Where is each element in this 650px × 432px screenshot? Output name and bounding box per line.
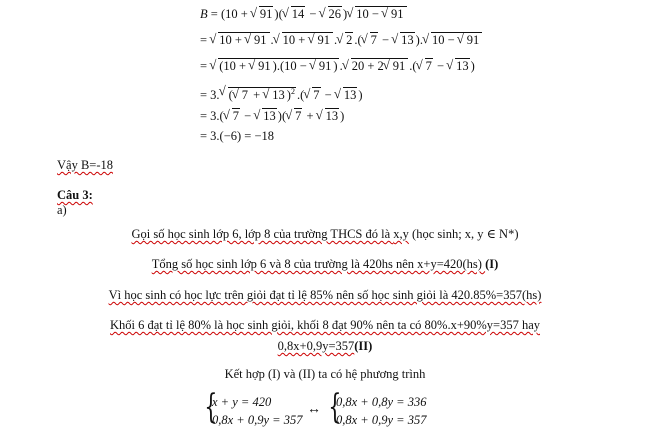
derivation-line-1: B = (10 + √ 91 )(√ 14 − √ 26 )√ 10 − √ 91 — [200, 4, 408, 24]
paragraph-excellent-rate: Vì học sinh có học lực trên giỏi đạt tỉ lệ 85% nên số học sinh giỏi là 420.85%=357(hs) — [108, 288, 542, 302]
derivation-line-6: = 3.(−6) = −18 — [200, 129, 275, 143]
paragraph-define-variables: Gọi số học sinh lớp 6, lớp 8 của trường THCS đó là x,y (học sinh; x, y ∈ N*) — [131, 227, 519, 241]
system-left-eq-1: x + y = 420 — [212, 395, 272, 409]
paragraph-second-equation: 0,8x+0,9y=357(II) — [277, 339, 373, 353]
result-text: Vậy B=-18 — [57, 158, 113, 172]
paragraph-combine: Kết hợp (I) và (II) ta có hệ phương trình — [224, 367, 426, 381]
equivalence-arrow-icon: ↔ — [307, 402, 321, 417]
left-brace: { — [204, 387, 218, 427]
system-right-eq-2: 0,8x + 0,9y = 357 — [336, 413, 427, 427]
paragraph-grade-rates: Khối 6 đạt tỉ lệ 80% là học sinh giỏi, khối 8 đạt 90% nên ta có 80%.x+90%y=357 hay — [110, 318, 540, 332]
derivation-line-4: = 3.√ (√ 7 + √ 13 )$^2$ .(√ 7 − √ 13 ) — [200, 82, 363, 105]
system-left-eq-2: 0,8x + 0,9y = 357 — [212, 413, 303, 427]
part-label: a) — [57, 203, 67, 217]
equation-system — [200, 387, 440, 429]
derivation-line-2: = √ 10 + √ 91 .√ 10 + √ 91 .√ 2 .(√ 7 − √ 13 ).√ 10 − √ 91 — [200, 30, 483, 50]
paragraph-total-students: Tổng số học sinh lớp 6 và 8 của trường là 420hs nên x+y=420(hs) (I) — [151, 257, 499, 271]
right-brace: { — [328, 387, 342, 427]
derivation-line-3: = √ (10 + √ 91 ).(10 − √ 91 ) .√ 20 + 2√ 91 .(√ 7 − √ 13 ) — [200, 56, 475, 76]
system-right-eq-1: 0,8x + 0,8y = 336 — [336, 395, 427, 409]
question-heading: Câu 3: — [57, 188, 93, 202]
derivation-line-5: = 3.(√ 7 − √ 13 )(√ 7 + √ 13 ) — [200, 106, 344, 126]
